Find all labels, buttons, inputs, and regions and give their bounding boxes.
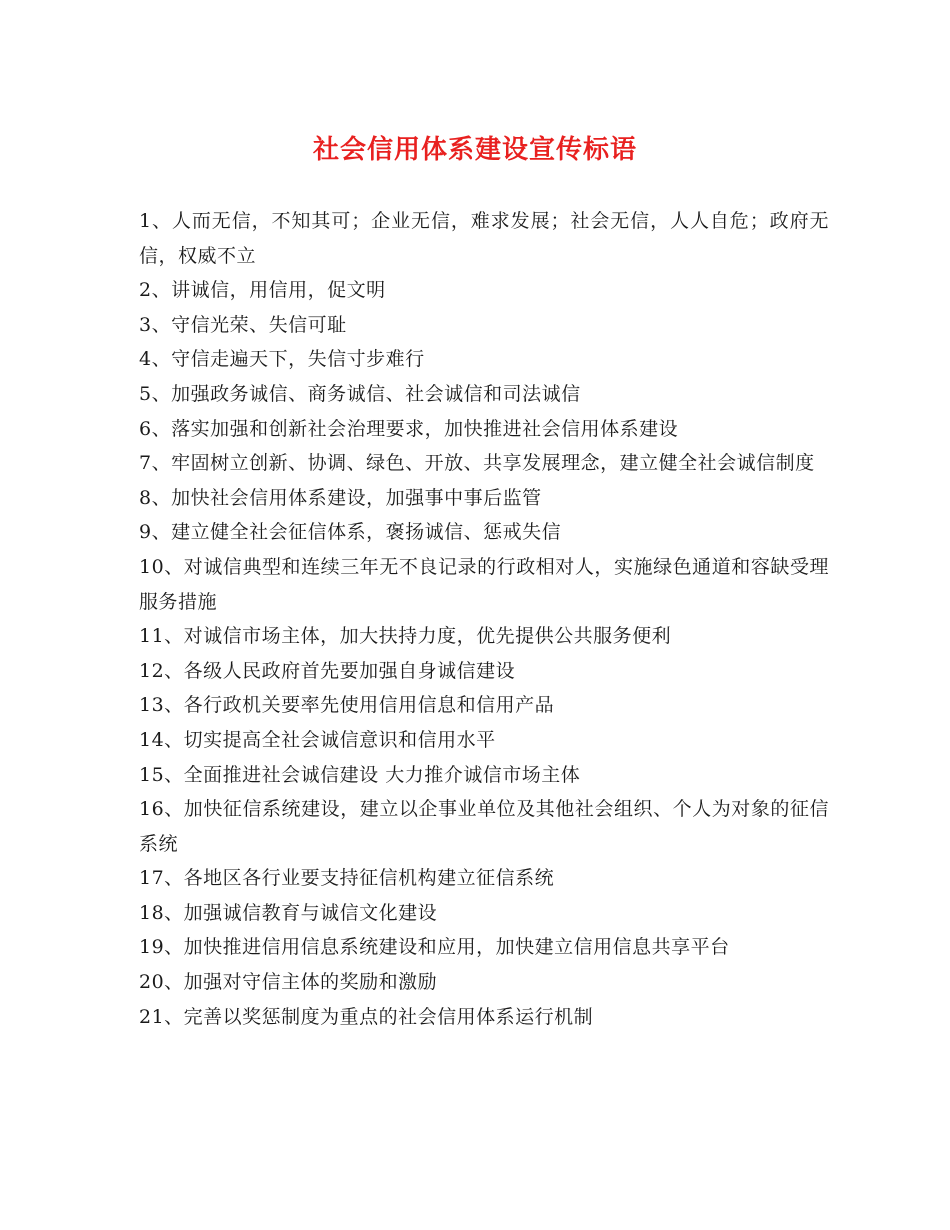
list-item: 9、建立健全社会征信体系，褒扬诚信、惩戒失信 [139, 521, 562, 544]
list-item: 6、落实加强和创新社会治理要求，加快推进社会信用体系建设 [139, 417, 679, 440]
document-title: 社会信用体系建设宣传标语 [312, 135, 637, 165]
list-item: 4、守信走遍天下，失信寸步难行 [139, 348, 425, 371]
list-item: 10、对诚信典型和连续三年无不良记录的行政相对人，实施绿色通道和容缺受理服务措施 [139, 555, 829, 613]
list-item: 5、加强政务诚信、商务诚信、社会诚信和司法诚信 [139, 382, 581, 405]
list-item: 21、完善以奖惩制度为重点的社会信用体系运行机制 [139, 1005, 594, 1028]
list-item: 15、全面推进社会诚信建设 大力推介诚信市场主体 [139, 763, 581, 786]
list-item: 16、加快征信系统建设，建立以企事业单位及其他社会组织、个人为对象的征信系统 [139, 798, 829, 855]
list-item: 2、讲诚信，用信用，促文明 [139, 279, 386, 302]
list-item: 7、牢固树立创新、协调、绿色、开放、共享发展理念，建立健全社会诚信制度 [139, 452, 815, 475]
list-item: 19、加快推进信用信息系统建设和应用，加快建立信用信息共享平台 [139, 936, 730, 959]
list-item: 3、守信光荣、失信可耻 [139, 313, 347, 336]
list-item: 1、人而无信，不知其可；企业无信，难求发展；社会无信，人人自危；政府无信，权威不立 [139, 210, 829, 267]
slogan-list [139, 204, 829, 1034]
list-item: 11、对诚信市场主体，加大扶持力度，优先提供公共服务便利 [139, 625, 672, 648]
list-item: 13、各行政机关要率先使用信用信息和信用产品 [139, 694, 555, 717]
list-item: 18、加强诚信教育与诚信文化建设 [139, 901, 438, 924]
list-item: 17、各地区各行业要支持征信机构建立征信系统 [139, 867, 555, 890]
list-item: 20、加强对守信主体的奖励和激励 [139, 971, 438, 994]
list-item: 12、各级人民政府首先要加强自身诚信建设 [139, 659, 516, 682]
list-item: 8、加快社会信用体系建设，加强事中事后监管 [139, 486, 542, 509]
list-item: 14、切实提高全社会诚信意识和信用水平 [139, 728, 496, 751]
